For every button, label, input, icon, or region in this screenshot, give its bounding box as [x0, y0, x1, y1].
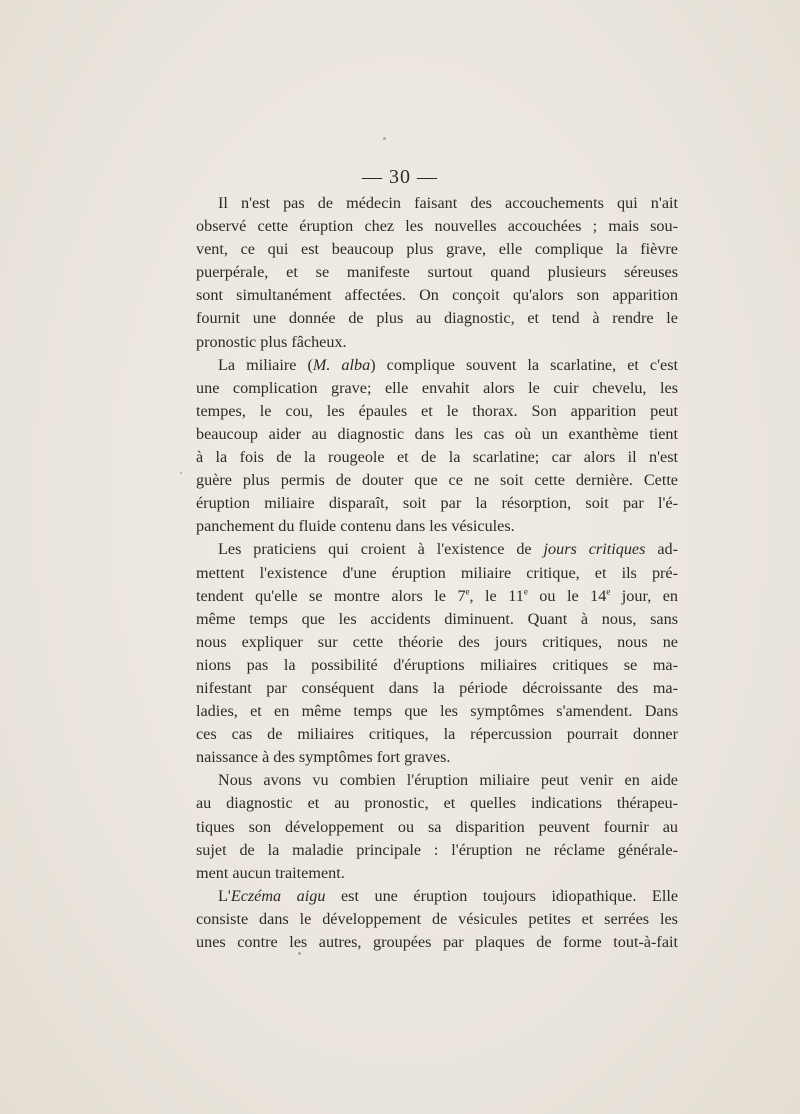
text-line: pronostic plus fâcheux.: [196, 332, 347, 351]
paragraph: [196, 885, 678, 954]
text-line: panchement du fluide contenu dans les vésicules.: [196, 517, 515, 536]
paragraph: [196, 538, 678, 769]
text-line: une complication grave; elle envahit alors le cuir chevelu, les: [196, 378, 678, 397]
day-number: 14: [590, 586, 607, 605]
body-text: [196, 192, 678, 954]
text-line: même temps que les accidents diminuent. Quant à nous, sans: [196, 609, 678, 628]
text-line: à la fois de la rougeole et de la scarlatine; car alors il n'est: [196, 448, 678, 467]
text-line: naissance à des symptômes fort graves.: [196, 748, 451, 767]
text-line: tendent qu'elle se montre alors le 7e, le 11e ou le 14e jour, en: [196, 586, 678, 605]
text-line: tiques son développement ou sa disparition peuvent fournir au: [196, 817, 678, 836]
text-line: L'Eczéma aigu est une éruption toujours idiopathique. Elle: [218, 886, 678, 905]
text-line: guère plus permis de douter que ce ne soit cette dernière. Cette: [196, 471, 678, 490]
paragraph: [196, 192, 678, 354]
text-line: consiste dans le développement de vésicules petites et serrées les: [196, 909, 678, 928]
paper-speck: [298, 952, 301, 955]
text-line: observé cette éruption chez les nouvelles accouchées ; mais sou-: [196, 217, 678, 236]
text-line: nous expliquer sur cette théorie des jours critiques, nous ne: [196, 632, 678, 651]
text-line: Les praticiens qui croient à l'existence de jours critiques ad-: [218, 540, 679, 559]
text-line: Il n'est pas de médecin faisant des accouchements qui n'ait: [218, 194, 678, 212]
ordinal-mark: e: [523, 586, 528, 597]
italic-term: jours critiques: [543, 540, 646, 559]
text-line: au diagnostic et au pronostic, et quelles indications thérapeu-: [196, 794, 678, 813]
text-line: tempes, le cou, les épaules et le thorax. Son apparition peut: [196, 401, 678, 420]
latin-term: M. alba: [312, 355, 371, 374]
text-line: ladies, et en même temps que les symptômes s'amendent. Dans: [196, 702, 678, 721]
text-line: ces cas de miliaires critiques, la répercussion pourrait donner: [196, 725, 678, 744]
day-number: 7: [457, 586, 466, 605]
text-line: vent, ce qui est beaucoup plus grave, elle complique la fièvre: [196, 240, 678, 259]
page-number: — 30 —: [362, 166, 438, 188]
text-line: sujet de la maladie principale : l'éruption ne réclame générale-: [196, 840, 678, 859]
text-line: ment aucun traitement.: [196, 863, 345, 882]
text-line: La miliaire (M. alba) complique souvent la scarlatine, et c'est: [218, 355, 678, 374]
italic-term: Eczéma aigu: [230, 886, 326, 905]
text-line: nifestant par conséquent dans la période décroissante des ma-: [196, 678, 678, 697]
ordinal-mark: e: [465, 586, 470, 597]
paragraph: [196, 769, 678, 884]
text-line: mettent l'existence d'une éruption miliaire critique, et ils pré-: [196, 563, 678, 582]
text-line: puerpérale, et se manifeste surtout quand plusieurs séreuses: [196, 263, 678, 282]
day-number: 11: [508, 586, 524, 605]
text-line: éruption miliaire disparaît, soit par la résorption, soit par l'é-: [196, 494, 678, 513]
text-line: sont simultanément affectées. On conçoit qu'alors son apparition: [196, 286, 678, 305]
text-line: nions pas la possibilité d'éruptions miliaires critiques se ma-: [196, 655, 678, 674]
ordinal-mark: e: [606, 586, 611, 597]
paragraph: [196, 354, 678, 539]
paper-speck: [180, 472, 182, 474]
text-line: beaucoup aider au diagnostic dans les cas où un exanthème tient: [196, 424, 678, 443]
text-line: fournit une donnée de plus au diagnostic, et tend à rendre le: [196, 309, 678, 328]
text-line: unes contre les autres, groupées par plaques de forme tout-à-fait: [196, 933, 678, 951]
text-line: Nous avons vu combien l'éruption miliaire peut venir en aide: [218, 771, 678, 790]
paper-speck: [383, 137, 386, 140]
